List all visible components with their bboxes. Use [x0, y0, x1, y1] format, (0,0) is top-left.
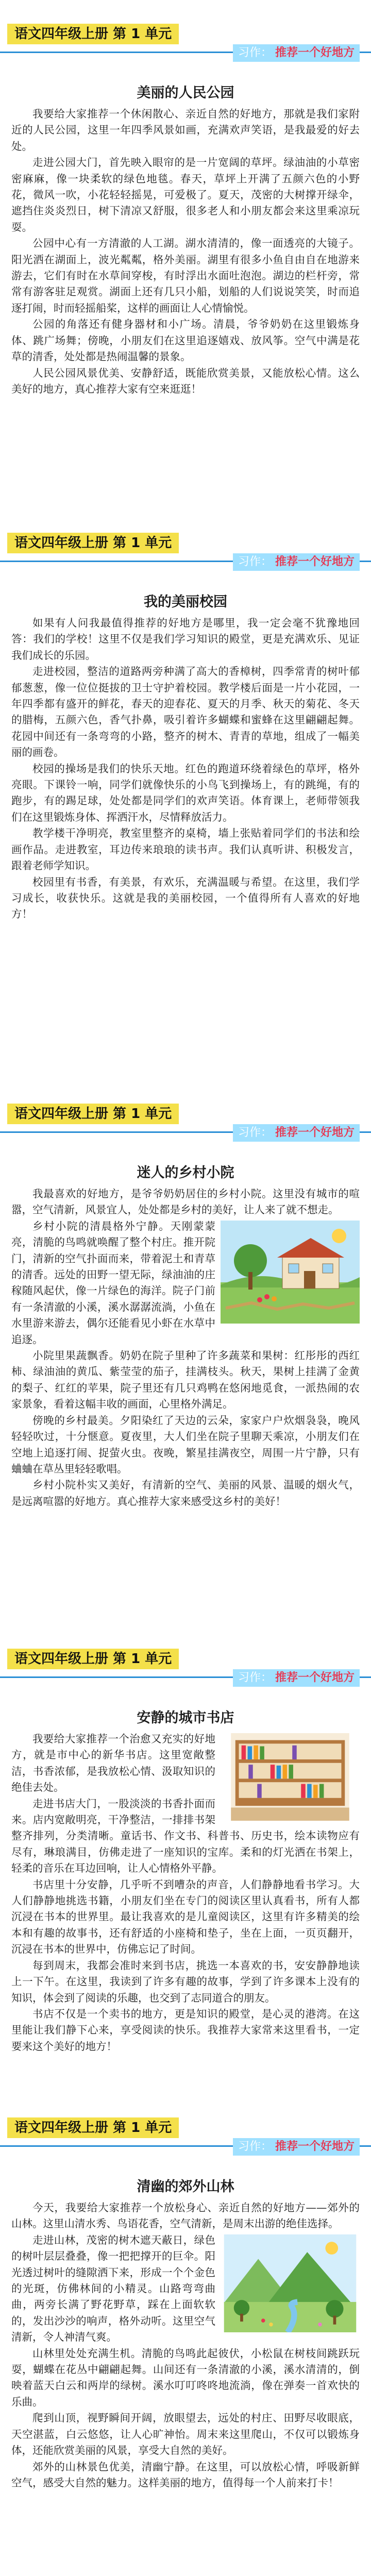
essay-paragraph: 书店不仅是一个卖书的地方，更是知识的殿堂，是心灵的港湾。在这里能让我们静下心来，享受阅读的快乐。我推荐大家常来这里看书，一定要来这个美好的地方！: [11, 2007, 360, 2053]
topic-prefix: 习作：: [238, 555, 272, 568]
essay-section-4: [0, 1649, 371, 2097]
village-courtyard-illustration: [221, 1221, 360, 1324]
essay-paragraph: 郊外的山林景色优美，清幽宁静。在这里，可以放松心情，呼吸新鲜空气，感受大自然的魅力。这样美丽的地方，值得每一个人前来打卡！: [11, 2460, 360, 2489]
essay-title: 清幽的郊外山林: [137, 2179, 234, 2195]
topic-label: 推荐一个好地方: [275, 46, 355, 59]
essay-paragraph: 我要给大家推荐一个治愈又充实的好地方，就是市中心的新华书店。这里宽敞整洁，书香浓郁，是我放松心情、汲取知识的绝佳去处。: [11, 1733, 215, 1794]
bookstore-illustration: [221, 1733, 360, 1821]
essay-paragraph: 乡村小院的清晨格外宁静。天刚蒙蒙亮，清脆的鸟鸣就唤醒了整个村庄。推开院门，清新的空气扑面而来，带着泥土和青草的清香。远处的田野一望无际，绿油油的庄稼随风起伏，像一片绿色的海洋。院子门前有一条清澈的小溪，溪水潺潺流淌，小鱼在水里游来游去，偶尔还能看见小虾在水草中追逐。: [11, 1219, 215, 1346]
essay-paragraph: 人民公园风景优美、安静舒适，既能欣赏美景，又能放松心情。这么美好的地方，真心推荐大家有空来逛逛！: [11, 366, 360, 395]
topic-banner: [233, 44, 360, 62]
essay-paragraph: 书店里十分安静，几乎听不到嘈杂的声音，人们静静地看书学习。大人们静静地挑选书籍，小朋友们坐在专门的阅读区里认真看书，所有人都沉浸在书本的世界里。最让我喜欢的是儿童阅读区，这里有许多精美的绘本和有趣的故事书，还有舒适的小座椅和垫子，坐在上面，一页页翻开，沉浸在书本的世界中，仿佛忘记了时间。: [11, 1878, 360, 1956]
topic-label: 推荐一个好地方: [275, 1126, 355, 1139]
essay-section-5: [0, 2117, 371, 2576]
essay-section-2: [0, 533, 371, 1079]
essay-paragraph: 乡村小院朴实又美好，有清新的空气、美丽的风景、温暖的烟火气，是远离喧嚣的好地方。真心推荐大家来感受这乡村的美好！: [11, 1479, 360, 1507]
mountain-forest-illustration: [221, 2234, 360, 2332]
topic-label: 推荐一个好地方: [275, 555, 355, 568]
topic-banner: [233, 1124, 360, 1142]
topic-banner: [233, 2138, 360, 2156]
unit-label: 语文四年级上册 第 1 单元: [7, 1649, 179, 1669]
topic-prefix: 习作：: [238, 2140, 272, 2153]
essay-paragraph: 如果有人问我最值得推荐的好地方是哪里，我一定会毫不犹豫地回答：我们的学校！这里不仅是我们学习知识的殿堂，更是充满欢乐、见证我们成长的乐园。: [11, 617, 360, 662]
topic-label: 推荐一个好地方: [275, 2140, 355, 2153]
essay-body: [11, 615, 360, 923]
essay-paragraph: 今天，我要给大家推荐一个放松身心、亲近自然的好地方——郊外的山林。这里山清水秀、鸟语花香，空气清新，是周末出游的绝佳选择。: [11, 2201, 360, 2230]
essay-paragraph: 爬到山顶，视野瞬间开阔，放眼望去，远处的村庄、田野尽收眼底，天空湛蓝，白云悠悠，让人心旷神怡。周末来这里爬山，不仅可以锻炼身体，还能欣赏美丽的风景，享受大自然的美好。: [11, 2412, 360, 2457]
unit-label: 语文四年级上册 第 1 单元: [7, 533, 179, 553]
essay-paragraph: 每到周末，我都会准时来到书店，挑选一本喜欢的书，安安静静地读上一下午。在这里，我读到了许多有趣的故事，学到了许多课本上没有的知识，体会到了阅读的乐趣，也交到了志同道合的朋友。: [11, 1959, 360, 2004]
essay-section-1: [0, 24, 371, 498]
essay-section-3: [0, 1104, 371, 1619]
essay-paragraph: 我最喜欢的好地方，是爷爷奶奶居住的乡村小院。这里没有城市的喧嚣，空气清新，风景宜人，处处都是乡村的美好，让人来了就不想走。: [11, 1188, 360, 1216]
topic-prefix: 习作：: [238, 1671, 272, 1684]
essay-body: [11, 1731, 360, 2055]
essay-paragraph: 走进书店大门，一股淡淡的书香扑面而来。店内宽敞明亮，干净整洁，一排排书架整齐排列，分类清晰。童话书、作文书、科普书、历史书，绘本读物应有尽有，琳琅满目，仿佛走进了一座知识的宝库。柔和的灯光洒在书架上，轻柔的音乐在耳边回响，让人心情格外平静。: [11, 1797, 360, 1875]
essay-paragraph: 走进公园大门，首先映入眼帘的是一片宽阔的草坪。绿油油的小草密密麻麻，像一块柔软的绿色地毯。春天，草坪上开满了五颜六色的小野花，微风一吹，小花轻轻摇晃，可爱极了。夏天，茂密的大树撑开绿伞，遮挡住炎炎烈日，树下清凉又舒服，很多老人和小朋友都会来这里乘凉玩耍。: [11, 156, 360, 233]
topic-prefix: 习作：: [238, 1126, 272, 1139]
essay-body: [11, 2200, 360, 2491]
essay-title: 美丽的人民公园: [137, 85, 234, 101]
essay-paragraph: 校园里有书香，有美景，有欢乐，充满温暖与希望。在这里，我们学习成长，收获快乐。这就是我的美丽校园，一个值得所有人喜欢的好地方！: [11, 875, 360, 921]
essay-paragraph: 公园的角落还有健身器材和小广场。清晨，爷爷奶奶在这里锻炼身体、跳广场舞；傍晚，小朋友们在这里追逐嬉戏、放风筝。空气中满是花草的清香，处处都是热闹温馨的景象。: [11, 318, 360, 363]
essay-paragraph: 我要给大家推荐一个休闲散心、亲近自然的好地方，那就是我们家附近的人民公园，这里一年四季风景如画，充满欢声笑语，是我最爱的好去处。: [11, 108, 360, 152]
topic-label: 推荐一个好地方: [275, 1671, 355, 1684]
essay-paragraph: 教学楼干净明亮，教室里整齐的桌椅，墙上张贴着同学们的书法和绘画作品。走进教室，耳边传来琅琅的读书声。我们认真听讲、积极发言，跟着老师学知识。: [11, 827, 360, 872]
topic-prefix: 习作：: [238, 46, 272, 59]
essay-paragraph: 小院里果蔬飘香。奶奶在院子里种了许多蔬菜和果树：红彤彤的西红柿、绿油油的黄瓜、紫莹莹的茄子，挂满枝头。秋天，果树上挂满了金黄的梨子、红红的苹果，院子里还有几只鸡鸭在悠闲地觅食，一派热闹的农家景象，看着这幅丰收的画面，心里格外满足。: [11, 1349, 360, 1411]
unit-label: 语文四年级上册 第 1 单元: [7, 1104, 179, 1124]
essay-title: 我的美丽校园: [144, 594, 227, 610]
essay-title: 迷人的乡村小院: [137, 1165, 234, 1181]
essay-paragraph: 校园的操场是我们的快乐天地。红色的跑道环绕着绿色的草坪，格外亮眼。下课铃一响，同学们就像快乐的小鸟飞到操场上，有的跳绳，有的跑步，有的踢足球，处处都是同学们的欢声笑语。体育课上，老师带领我们在这里锻炼身体、挥洒汗水，尽情释放活力。: [11, 762, 360, 823]
essay-paragraph: 走进山林，茂密的树木遮天蔽日，绿色的树叶层层叠叠，像一把把撑开的巨伞。阳光透过树叶的缝隙洒下来，形成一个个金色的光斑，仿佛林间的小精灵。山路弯弯曲曲，两旁长满了野花野草，踩在上面软软的，发出沙沙的响声，格外动听。这里空气清新，令人神清气爽。: [11, 2233, 215, 2344]
essay-title: 安静的城市书店: [137, 1710, 234, 1726]
topic-banner: [233, 1669, 360, 1687]
essay-paragraph: 走进校园，整洁的道路两旁种满了高大的香樟树，四季常青的树叶郁郁葱葱，像一位位挺拔的卫士守护着校园。教学楼后面是一片小花园，一年四季都有盛开的鲜花，春天的迎春花、夏天的月季、秋天的菊花、冬天的腊梅，五颜六色，香气扑鼻，吸引着许多蝴蝶和蜜蜂在这里翩翩起舞。花园中间还有一条弯弯的小路，整齐的树木、青青的草地，组成了一幅美丽的画卷。: [11, 665, 360, 759]
essay-paragraph: 傍晚的乡村最美。夕阳染红了天边的云朵，家家户户炊烟袅袅，晚风轻轻吹过，十分惬意。夏夜里，大人们坐在院子里聊天乘凉，小朋友们在空地上追逐打闹、捉萤火虫。夜晚，繁星挂满夜空，周围一片宁静，只有蛐蛐在草丛里轻轻歌唱。: [11, 1414, 360, 1475]
topic-banner: [233, 553, 360, 571]
unit-label: 语文四年级上册 第 1 单元: [7, 2117, 179, 2138]
essay-body: [11, 106, 360, 397]
essay-paragraph: 公园中心有一方清澈的人工湖。湖水清清的，像一面透亮的大镜子。阳光洒在湖面上，波光粼粼，格外美丽。湖里有很多小鱼自由自在地游来游去，它们有时在水草间穿梭，有时浮出水面吐泡泡。湖边的栏杆旁，常常有游客驻足观赏。湖面上还有几只小船，划船的人们说说笑笑，时而追逐打闹，时而轻摇船桨，这样的画面让人心情愉悦。: [11, 237, 360, 314]
essay-body: [11, 1186, 360, 1510]
watermark: ​: [27, 199, 55, 247]
essay-paragraph: 山林里处处充满生机。清脆的鸟鸣此起彼伏，小松鼠在树枝间跳跃玩耍，蝴蝶在花丛中翩翩起舞。山间还有一条清澈的小溪，溪水清清的，倒映着蓝天白云和两岸的绿树。溪水叮叮咚咚地流淌，像在弹奏一首欢快的乐曲。: [11, 2347, 360, 2408]
unit-label: 语文四年级上册 第 1 单元: [7, 24, 179, 44]
